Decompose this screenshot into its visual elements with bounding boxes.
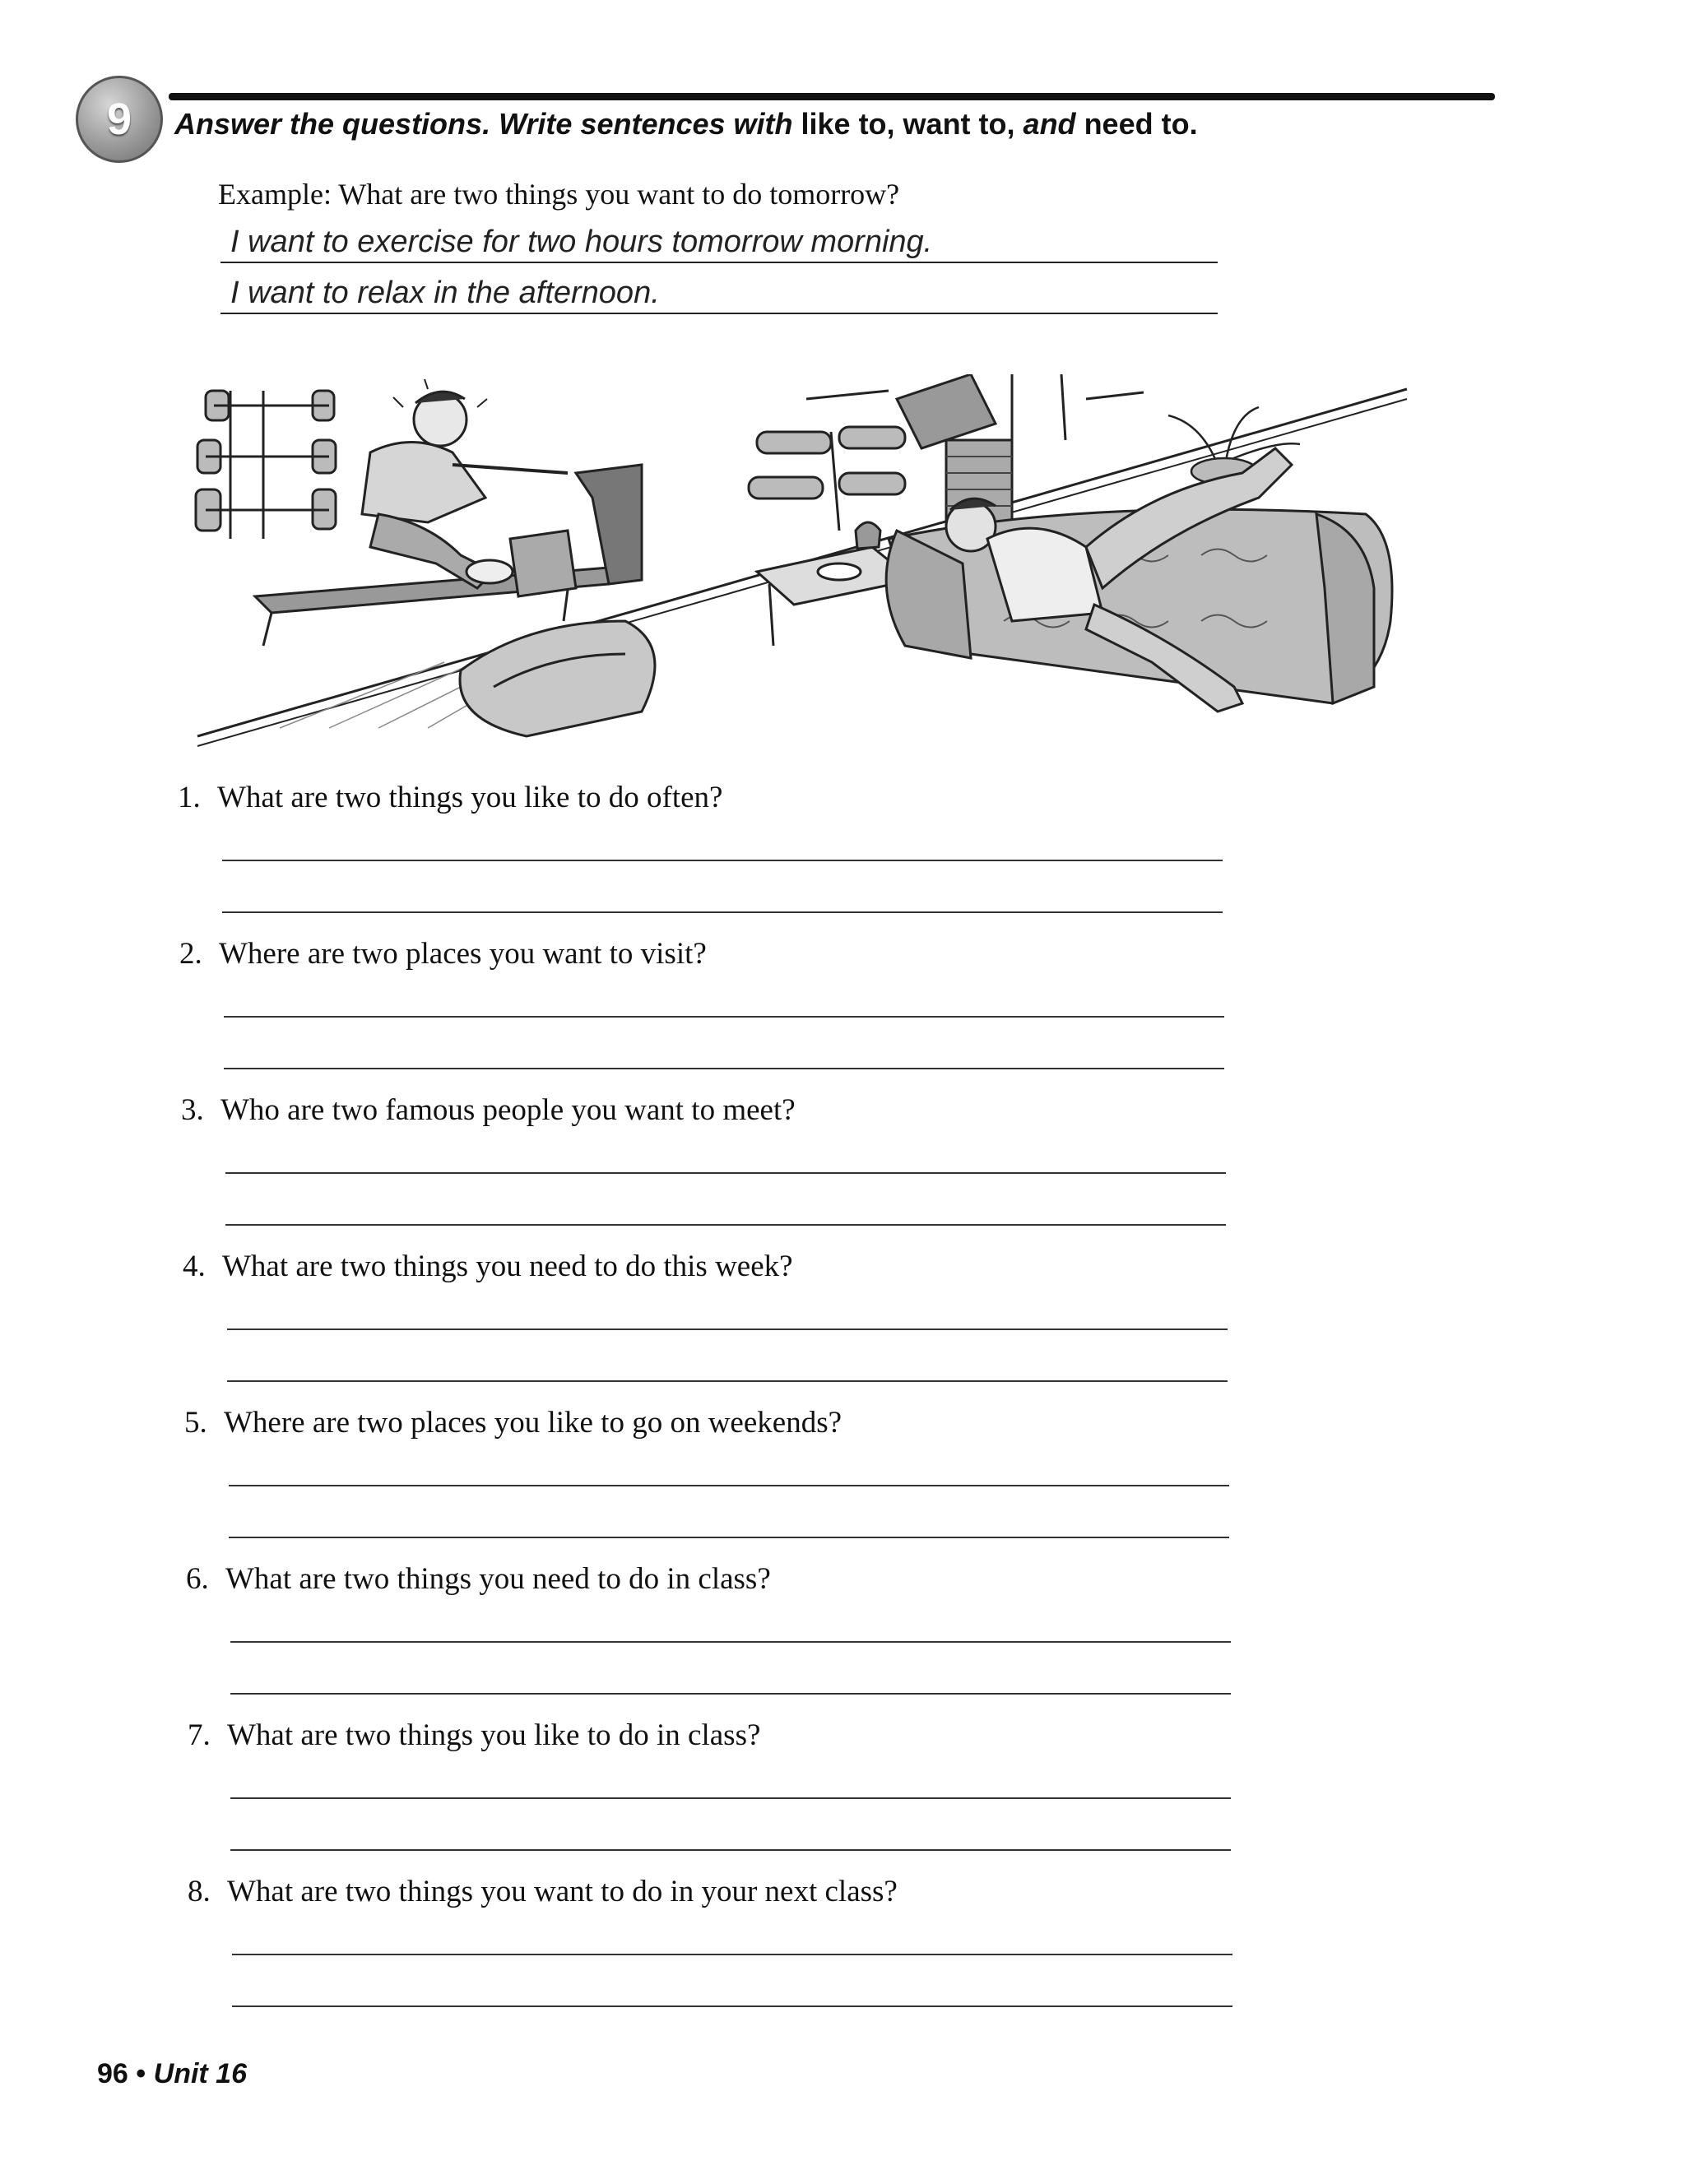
question-6 <box>186 1561 771 1597</box>
exercise-instruction <box>174 107 1198 141</box>
instruction-part: need to. <box>1075 107 1198 141</box>
example-question: Example: What are two things you want to do tomorrow? <box>218 178 900 211</box>
question-1 <box>178 780 722 815</box>
example-answer: I want to exercise for two hours tomorrow morning. <box>230 225 933 259</box>
answer-line[interactable] <box>222 860 1223 861</box>
example-answer-line <box>220 220 1218 263</box>
answer-line[interactable] <box>225 1224 1226 1226</box>
answer-line[interactable] <box>230 1797 1231 1799</box>
answer-line[interactable] <box>232 1954 1232 1955</box>
footer-bullet: • <box>136 2058 146 2089</box>
question-number: 8. <box>188 1875 211 1908</box>
exercise-number: 9 <box>106 95 132 144</box>
question-text: Where are two places you want to visit? <box>219 937 707 971</box>
example-answer: I want to relax in the afternoon. <box>230 276 660 310</box>
question-text: Where are two places you like to go on weekends? <box>224 1406 842 1440</box>
question-3 <box>181 1092 796 1128</box>
answer-line[interactable] <box>230 1641 1231 1643</box>
answer-line[interactable] <box>230 1849 1231 1851</box>
answer-line[interactable] <box>229 1485 1229 1486</box>
question-2 <box>179 936 707 971</box>
answer-line[interactable] <box>229 1537 1229 1538</box>
question-7 <box>188 1718 760 1753</box>
answer-line[interactable] <box>224 1016 1224 1018</box>
instruction-part: like to, want to, <box>801 107 1024 141</box>
question-number: 3. <box>181 1093 204 1127</box>
answer-line[interactable] <box>227 1380 1228 1382</box>
answer-line[interactable] <box>227 1328 1228 1330</box>
question-number: 6. <box>186 1562 209 1596</box>
answer-line[interactable] <box>230 1693 1231 1695</box>
exercise-number-badge <box>76 76 163 163</box>
question-number: 4. <box>183 1250 206 1283</box>
page-number: 96 <box>97 2058 128 2089</box>
question-number: 2. <box>179 937 202 971</box>
exercise-relax-illustration <box>181 374 1415 761</box>
question-text: Who are two famous people you want to meet? <box>220 1093 796 1127</box>
question-8 <box>188 1874 898 1909</box>
instruction-part: and <box>1023 107 1076 141</box>
question-5 <box>184 1405 842 1440</box>
question-text: What are two things you need to do this week? <box>222 1250 793 1283</box>
question-number: 5. <box>184 1406 207 1440</box>
answer-line[interactable] <box>225 1172 1226 1174</box>
answer-line[interactable] <box>232 2005 1232 2007</box>
page-footer <box>97 2058 247 2090</box>
footstool <box>460 621 655 736</box>
answer-line[interactable] <box>222 911 1223 913</box>
example-answer-line <box>220 271 1218 314</box>
question-text: What are two things you need to do in class? <box>225 1562 771 1596</box>
header-rule <box>169 93 1495 100</box>
unit-label: Unit 16 <box>153 2058 247 2089</box>
question-text: What are two things you want to do in your next class? <box>227 1875 898 1908</box>
weight-rack <box>196 391 336 539</box>
answer-line[interactable] <box>224 1068 1224 1069</box>
question-4 <box>183 1249 793 1284</box>
question-text: What are two things you like to do often? <box>217 781 723 814</box>
question-text: What are two things you like to do in class? <box>227 1718 761 1752</box>
question-number: 1. <box>178 781 201 814</box>
instruction-part: Answer the questions. Write sentences with <box>174 107 801 141</box>
question-number: 7. <box>188 1718 211 1752</box>
